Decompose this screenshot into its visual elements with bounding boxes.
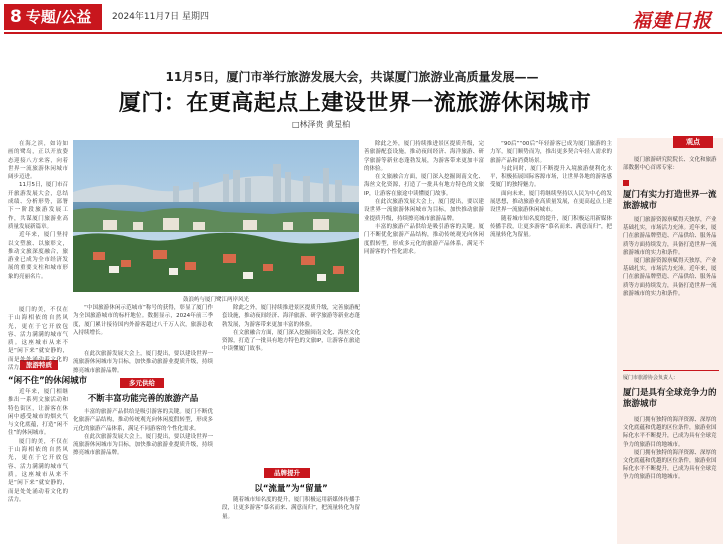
paragraph: 丰富的旅游产品供给是吸引游客的关键。厦门不断优化旅游产品结构，推动传统观光向休闲度假转型，形成多元化的旅游产品体系，满足不同游客的个性化需求。	[73, 409, 213, 432]
paragraph: 在文旅融合方面，厦门深入挖掘闽南文化、海丝文化资源，打造了一批具有地方特色的文旅IP，让游客在旅途中读懂厦门故事。	[364, 174, 484, 197]
article-column-3a	[222, 304, 360, 464]
paragraph: 除此之外，厦门持续推进景区提质升级，完善旅游配套设施，推动夜间经济、海洋旅游、研学旅游等新业态蓬勃发展，为游客带来更加丰富的体验。	[222, 305, 360, 328]
sidebar-paragraph: 厦门拥有独特的海洋资源、深厚的文化底蕴和优越的区位条件，旅游业国际化水平不断提升，已成为具有全球竞争力的旅游目的地城市。	[623, 417, 717, 448]
sidebar-divider	[623, 370, 719, 371]
paragraph: 厦门的美，不仅在于山海相依的自然风光，更在于它开放包容、活力满满的城市气质。这座城市从来不是“闲下来”就安静的，而是处处涌动着文化的活力。	[8, 307, 68, 372]
section-quote-2: 不断丰富功能完善的旅游产品	[87, 394, 199, 404]
header-rule	[4, 32, 722, 34]
article-column-2c	[73, 408, 213, 543]
paragraph: 在此次旅游发展大会上，厦门提出，要以建设世界一流旅游休闲城市为目标，加快推动旅游业提质升级，持续擦亮城市旅游品牌。	[73, 433, 213, 457]
paragraph: 除此之外，厦门持续推进景区提质升级，完善旅游配套设施，推动夜间经济、海洋旅游、研学旅游等新业态蓬勃发展，为游客带来更加丰富的体验。	[364, 141, 484, 172]
article-column-1a	[8, 140, 68, 302]
sidebar-body-2	[623, 416, 719, 540]
paragraph: 近年来，厦门相继推出一系列文旅活动和特色街区，让游客在休闲中感受城市的烟火气与文化底蕴，打造“闲不住”的休闲城市。	[8, 389, 68, 437]
paragraph: 厦门的美，不仅在于山海相依的自然风光，更在于它开放包容、活力满满的城市气质。这座城市从来不是“闲下来”就安静的，而是处处涌动着文化的活力。	[8, 438, 68, 503]
quote-marker-icon	[623, 180, 629, 186]
paragraph: 随着城市知名度的提升，厦门积极运用新媒体传播手段，让更多游客“慕名而来、满意而归”，把流量转化为留量。	[222, 497, 360, 520]
sidebar-body-1	[623, 216, 719, 366]
paragraph: 在文旅融合方面，厦门深入挖掘闽南文化、海丝文化资源，打造了一批具有地方特色的文旅IP，让游客在旅途中读懂厦门故事。	[222, 329, 360, 353]
photo-caption: 鼓浪屿与厦门鹭江两岸风光	[182, 297, 249, 303]
section-badge	[4, 4, 102, 30]
section-number: 8	[10, 7, 22, 27]
article-byline: □林泽贵 黄星柏	[292, 120, 351, 129]
section-label: 专题/公益	[25, 8, 92, 26]
section-heading-1: 旅游特质	[20, 360, 58, 370]
page-header	[0, 0, 726, 34]
article-subtitle: 11月5日，厦门市举行旅游发展大会，共谋厦门旅游业高质量发展——	[165, 70, 539, 84]
issue-date: 2024年11月7日 星期四	[112, 12, 209, 22]
newspaper-logo	[626, 4, 712, 32]
paragraph: 随着城市知名度的提升，厦门积极运用新媒体传播手段，让更多游客“慕名而来、满意而归”，把流量转化为留量。	[490, 215, 612, 239]
sidebar-paragraph: 厦门旅游资源禀赋得天独厚，产业基础扎实，市场活力充沛。近年来，厦门在旅游品牌塑造、产品供给、服务品质等方面持续发力，具备打造世界一流旅游城市的实力和条件。	[623, 258, 717, 297]
sidebar-heading-1: 厦门有实力打造世界一流旅游城市	[623, 190, 717, 211]
article-column-2a	[73, 304, 213, 348]
paragraph: 在此次旅游发展大会上，厦门提出，要以建设世界一流旅游休闲城市为目标，加快推动旅游业提质升级，持续擦亮城市旅游品牌。	[364, 199, 484, 222]
lead-paragraph: 在海之滨，如诗如画的鹭岛，正以开放姿态迎接八方来客，向着世界一流旅游休闲城市阔步迈进。	[8, 141, 68, 181]
paragraph: 近年来，厦门坚持以文塑旅、以旅彰文，推动文旅深度融合，旅游业已成为全市经济发展的重要支柱和城市形象的亮丽名片。	[8, 232, 68, 280]
sidebar-intro	[623, 156, 719, 176]
skyline-illustration	[73, 140, 359, 292]
section-heading-3: 品牌提升	[264, 468, 310, 478]
paragraph: 与此同时，厦门不断提升入境旅游便利化水平，积极拓展国际客源市场，让世界各地的游客感受厦门的独特魅力。	[490, 165, 612, 189]
section-heading-2: 多元供给	[120, 378, 164, 388]
paragraph: 面向未来，厦门将继续坚持以人民为中心的发展思想，推动旅游业高质量发展，在更高起点上建设世界一流旅游休闲城市。	[490, 190, 612, 214]
sidebar-heading-2: 厦门是具有全球竞争力的旅游城市	[623, 388, 717, 409]
paragraph: 在此次旅游发展大会上，厦门提出，要以建设世界一流旅游休闲城市为目标，加快推动旅游业提质升级，持续擦亮城市旅游品牌。	[73, 351, 213, 374]
article-column-5	[490, 140, 612, 544]
article-column-3b	[222, 496, 360, 544]
section-quote-1: “闲不住”的休闲城市	[8, 376, 88, 386]
city-photo	[73, 140, 359, 292]
section-quote-3: 以“流量”为“留量”	[254, 484, 328, 494]
article-title: 厦门：在更高起点上建设世界一流旅游休闲城市	[118, 90, 592, 116]
paragraph: “中国旅游休闲示范城市”称号的获得，彰显了厦门作为全国旅游城市的标杆地位。数据显示，2024年前三季度，厦门累计接待国内外游客超过八千万人次，旅游总收入持续增长。	[73, 305, 213, 336]
article-column-4	[364, 140, 484, 544]
viewpoint-tag: 观点	[673, 136, 713, 148]
sidebar-author-2: 厦门市旅游协会负责人：	[623, 375, 679, 381]
paragraph: 丰富的旅游产品供给是吸引游客的关键。厦门不断优化旅游产品结构，推动传统观光向休闲度假转型，形成多元化的旅游产品体系，满足不同游客的个性化需求。	[364, 223, 484, 255]
logo-text: 福建日报	[631, 10, 712, 32]
sidebar-paragraph: 厦门旅游资源禀赋得天独厚，产业基础扎实，市场活力充沛。近年来，厦门在旅游品牌塑造、产品供给、服务品质等方面持续发力，具备打造世界一流旅游城市的实力和条件。	[623, 217, 717, 256]
paragraph: 11月5日，厦门市召开旅游发展大会，总结成绩、分析形势，部署下一阶段旅游发展工作，共谋厦门旅游业高质量发展新篇章。	[8, 182, 68, 230]
sidebar-intro-text: 厦门旅游研究院院长、文化和旅游部数据中心首席专家：	[623, 157, 717, 172]
sidebar-paragraph: 厦门拥有独特的海洋资源、深厚的文化底蕴和优越的区位条件，旅游业国际化水平不断提升，已成为具有全球竞争力的旅游目的地城市。	[623, 449, 717, 481]
article-column-1c	[8, 388, 68, 543]
viewpoint-sidebar	[617, 138, 723, 544]
paragraph: “90后”“00后”年轻游客已成为厦门旅游的主力军，厦门顺势而为，推出更多契合年轻人需求的旅游产品和消费场景。	[490, 141, 612, 164]
